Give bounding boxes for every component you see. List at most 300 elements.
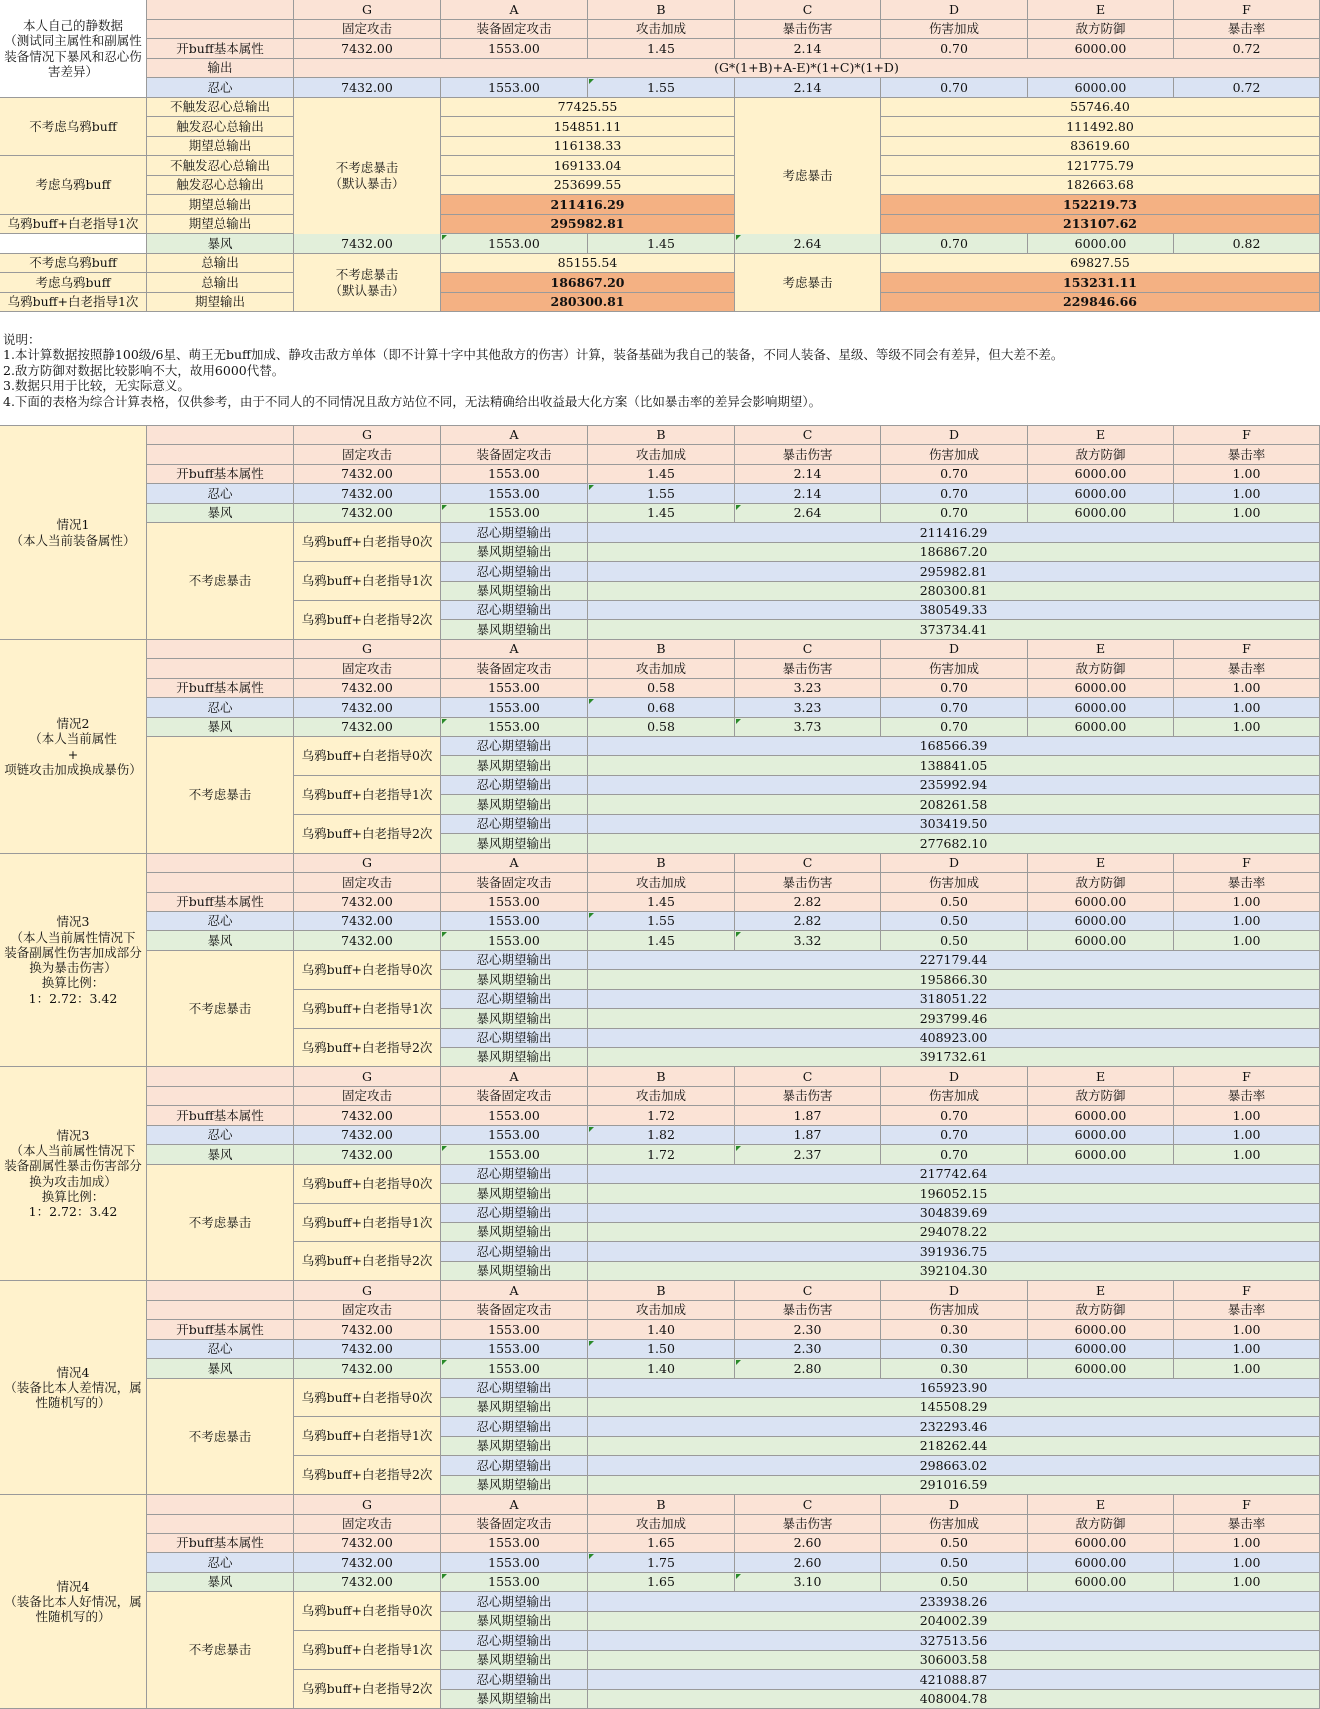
mode-label: 不考虑暴击 bbox=[147, 951, 294, 1067]
value-cell: 2.60 bbox=[735, 1553, 881, 1573]
column-header: 攻击加成 bbox=[588, 1515, 735, 1534]
formula-marker-icon bbox=[589, 79, 594, 84]
value-cell: 6000.00 bbox=[1028, 39, 1174, 59]
value-cell: 6000.00 bbox=[1028, 234, 1174, 254]
column-letter: F bbox=[1174, 1281, 1320, 1301]
value-cell: 0.50 bbox=[881, 1534, 1028, 1553]
value-cell: 1.00 bbox=[1174, 931, 1320, 951]
buff-group-label: 乌鸦buff+白老指导1次 bbox=[294, 1631, 441, 1670]
formula-marker-icon bbox=[589, 1127, 594, 1132]
column-header: 攻击加成 bbox=[588, 445, 735, 465]
value-cell: 1.40 bbox=[588, 1359, 735, 1379]
value-cell: 7432.00 bbox=[294, 465, 441, 484]
row-label: 暴风 bbox=[147, 718, 294, 737]
empty-cell bbox=[147, 659, 294, 679]
output-value: 373734.41 bbox=[588, 620, 1320, 640]
row-label: 触发忍心总输出 bbox=[147, 176, 294, 195]
value-cell: 6000.00 bbox=[1028, 1145, 1174, 1165]
output-value: 69827.55 bbox=[881, 254, 1320, 273]
value-cell: 1.45 bbox=[588, 504, 735, 523]
value-cell: 1.00 bbox=[1174, 1534, 1320, 1553]
output-value: 233938.26 bbox=[588, 1592, 1320, 1612]
formula-marker-icon bbox=[736, 719, 741, 724]
value-cell: 1.82 bbox=[588, 1126, 735, 1145]
output-value: 392104.30 bbox=[588, 1262, 1320, 1281]
empty-cell bbox=[0, 234, 147, 254]
column-header: 装备固定攻击 bbox=[441, 1515, 588, 1534]
value-cell: 6000.00 bbox=[1028, 1553, 1174, 1573]
output-value: 298663.02 bbox=[588, 1456, 1320, 1476]
value-cell: 1553.00 bbox=[441, 893, 588, 912]
column-letter: A bbox=[441, 0, 588, 20]
column-letter: D bbox=[881, 1281, 1028, 1301]
output-value: 280300.81 bbox=[441, 293, 735, 312]
output-value: 303419.50 bbox=[588, 815, 1320, 834]
output-value: 165923.90 bbox=[588, 1379, 1320, 1398]
column-letter: G bbox=[294, 0, 441, 20]
group-label: 不考虑乌鸦buff bbox=[0, 98, 147, 156]
column-header: 暴击伤害 bbox=[735, 445, 881, 465]
value-cell: 1.45 bbox=[588, 465, 735, 484]
value-cell: 1.87 bbox=[735, 1106, 881, 1126]
output-value: 55746.40 bbox=[881, 98, 1320, 117]
column-letter: B bbox=[588, 1495, 735, 1515]
value-cell: 1553.00 bbox=[441, 1126, 588, 1145]
value-cell: 3.73 bbox=[735, 718, 881, 737]
output-label: 忍心期望输出 bbox=[441, 523, 588, 543]
scenario-title: 情况4 （装备比本人好情况，属 性随机写的） bbox=[0, 1495, 147, 1709]
value-cell: 1.00 bbox=[1174, 679, 1320, 698]
output-value: 391732.61 bbox=[588, 1048, 1320, 1067]
row-label: 不触发忍心总输出 bbox=[147, 98, 294, 117]
formula-marker-icon bbox=[589, 1341, 594, 1346]
row-label: 暴风 bbox=[147, 1573, 294, 1592]
formula-marker-icon bbox=[442, 235, 447, 240]
row-label: 暴风 bbox=[147, 1359, 294, 1379]
column-letter: B bbox=[588, 426, 735, 445]
output-value: 169133.04 bbox=[441, 156, 735, 176]
value-cell: 6000.00 bbox=[1028, 78, 1174, 98]
value-cell: 0.70 bbox=[881, 1145, 1028, 1165]
empty-cell bbox=[147, 1301, 294, 1320]
note-line: 3.数据只用于比较，无实际意义。 bbox=[3, 378, 190, 393]
empty-cell bbox=[147, 1087, 294, 1106]
output-value: 218262.44 bbox=[588, 1437, 1320, 1456]
value-cell: 7432.00 bbox=[294, 1573, 441, 1592]
output-value: 229846.66 bbox=[881, 293, 1320, 312]
output-value: 391936.75 bbox=[588, 1242, 1320, 1262]
column-letter: C bbox=[735, 1281, 881, 1301]
note-line: 4.下面的表格为综合计算表格，仅供参考，由于不同人的不同情况且敌方站位不同，无法精确给出收益最大化方案（比如暴击率的差异会影响期望）。 bbox=[3, 394, 822, 409]
empty-cell bbox=[147, 0, 294, 20]
output-value: 211416.29 bbox=[441, 195, 735, 215]
value-cell: 1.75 bbox=[588, 1553, 735, 1573]
value-cell: 0.72 bbox=[1174, 39, 1320, 59]
value-cell: 7432.00 bbox=[294, 679, 441, 698]
output-label: 暴风期望输出 bbox=[441, 1009, 588, 1029]
output-value: 83619.60 bbox=[881, 137, 1320, 156]
row-label-baofeng: 暴风 bbox=[147, 234, 294, 254]
output-value: 213107.62 bbox=[881, 215, 1320, 234]
buff-group-label: 乌鸦buff+白老指导1次 bbox=[294, 990, 441, 1029]
row-label: 不触发忍心总输出 bbox=[147, 156, 294, 176]
value-cell: 1.00 bbox=[1174, 504, 1320, 523]
output-value: 408004.78 bbox=[588, 1690, 1320, 1709]
output-label: 暴风期望输出 bbox=[441, 1651, 588, 1670]
output-value: 277682.10 bbox=[588, 834, 1320, 854]
column-header: 敌方防御 bbox=[1028, 20, 1174, 39]
mode-label: 不考虑暴击 （默认暴击） bbox=[294, 254, 441, 312]
column-letter: A bbox=[441, 640, 588, 659]
value-cell: 1.72 bbox=[588, 1106, 735, 1126]
column-header: 暴击伤害 bbox=[735, 1301, 881, 1320]
buff-group-label: 乌鸦buff+白老指导1次 bbox=[294, 776, 441, 815]
note-line: 说明： bbox=[3, 332, 41, 347]
output-label: 暴风期望输出 bbox=[441, 582, 588, 601]
formula-marker-icon bbox=[442, 719, 447, 724]
column-letter: E bbox=[1028, 640, 1174, 659]
output-label: 暴风期望输出 bbox=[441, 756, 588, 776]
column-letter: A bbox=[441, 1495, 588, 1515]
output-value: 195866.30 bbox=[588, 970, 1320, 990]
output-label: 暴风期望输出 bbox=[441, 620, 588, 640]
column-header: 固定攻击 bbox=[294, 20, 441, 39]
value-cell: 7432.00 bbox=[294, 1534, 441, 1553]
value-cell: 2.37 bbox=[735, 1145, 881, 1165]
buff-group-label: 乌鸦buff+白老指导0次 bbox=[294, 1379, 441, 1417]
row-label: 总输出 bbox=[147, 254, 294, 273]
value-cell: 2.14 bbox=[735, 484, 881, 504]
formula-marker-icon bbox=[736, 932, 741, 937]
value-cell: 1.55 bbox=[588, 912, 735, 931]
value-cell: 1553.00 bbox=[441, 679, 588, 698]
value-cell: 2.60 bbox=[735, 1534, 881, 1553]
column-letter: E bbox=[1028, 0, 1174, 20]
value-cell: 0.72 bbox=[1174, 78, 1320, 98]
column-letter: A bbox=[441, 1067, 588, 1087]
column-header: 暴击率 bbox=[1174, 873, 1320, 893]
value-cell: 1.45 bbox=[588, 893, 735, 912]
column-header: 敌方防御 bbox=[1028, 445, 1174, 465]
value-cell: 3.10 bbox=[735, 1573, 881, 1592]
mode-label: 不考虑暴击 bbox=[147, 523, 294, 640]
column-header: 暴击率 bbox=[1174, 20, 1320, 39]
value-cell: 0.70 bbox=[881, 39, 1028, 59]
column-letter: B bbox=[588, 1067, 735, 1087]
column-header: 固定攻击 bbox=[294, 1301, 441, 1320]
output-value: 186867.20 bbox=[588, 543, 1320, 562]
value-cell: 2.14 bbox=[735, 39, 881, 59]
value-cell: 2.30 bbox=[735, 1340, 881, 1359]
value-cell: 3.23 bbox=[735, 679, 881, 698]
value-cell: 2.82 bbox=[735, 893, 881, 912]
row-label: 忍心 bbox=[147, 1340, 294, 1359]
empty-cell bbox=[147, 1281, 294, 1301]
column-letter: E bbox=[1028, 854, 1174, 873]
empty-cell bbox=[147, 1495, 294, 1515]
group-label: 不考虑乌鸦buff bbox=[0, 254, 147, 273]
column-header: 暴击伤害 bbox=[735, 873, 881, 893]
column-header: 伤害加成 bbox=[881, 445, 1028, 465]
value-cell: 1553.00 bbox=[441, 931, 588, 951]
value-cell: 0.68 bbox=[588, 698, 735, 718]
formula-marker-icon bbox=[736, 235, 741, 240]
mode-label: 不考虑暴击 bbox=[147, 1592, 294, 1709]
formula-marker-icon bbox=[442, 1574, 447, 1579]
value-cell: 1553.00 bbox=[441, 504, 588, 523]
output-value: 182663.68 bbox=[881, 176, 1320, 195]
row-label: 忍心 bbox=[147, 698, 294, 718]
column-header: 敌方防御 bbox=[1028, 1301, 1174, 1320]
row-label: 期望总输出 bbox=[147, 195, 294, 215]
value-cell: 6000.00 bbox=[1028, 1573, 1174, 1592]
value-cell: 0.30 bbox=[881, 1359, 1028, 1379]
column-header: 固定攻击 bbox=[294, 873, 441, 893]
row-label: 触发忍心总输出 bbox=[147, 117, 294, 137]
empty-cell bbox=[147, 445, 294, 465]
value-cell: 7432.00 bbox=[294, 504, 441, 523]
value-cell: 7432.00 bbox=[294, 78, 441, 98]
value-cell: 7432.00 bbox=[294, 1359, 441, 1379]
value-cell: 1.00 bbox=[1174, 484, 1320, 504]
column-letter: D bbox=[881, 0, 1028, 20]
value-cell: 1553.00 bbox=[441, 1320, 588, 1340]
column-header: 暴击率 bbox=[1174, 659, 1320, 679]
value-cell: 1.00 bbox=[1174, 1145, 1320, 1165]
output-value: 294078.22 bbox=[588, 1223, 1320, 1242]
output-value: 196052.15 bbox=[588, 1184, 1320, 1204]
output-label: 暴风期望输出 bbox=[441, 834, 588, 854]
column-letter: B bbox=[588, 640, 735, 659]
column-header: 固定攻击 bbox=[294, 445, 441, 465]
group-label: 乌鸦buff+白老指导1次 bbox=[0, 215, 147, 234]
output-label: 暴风期望输出 bbox=[441, 1690, 588, 1709]
value-cell: 0.58 bbox=[588, 679, 735, 698]
value-cell: 1553.00 bbox=[441, 698, 588, 718]
column-header: 暴击率 bbox=[1174, 1515, 1320, 1534]
output-label: 忍心期望输出 bbox=[441, 951, 588, 970]
buff-group-label: 乌鸦buff+白老指导0次 bbox=[294, 737, 441, 776]
value-cell: 0.82 bbox=[1174, 234, 1320, 254]
output-label: 暴风期望输出 bbox=[441, 543, 588, 562]
value-cell: 7432.00 bbox=[294, 1145, 441, 1165]
value-cell: 1.65 bbox=[588, 1573, 735, 1592]
mode-label: 考虑暴击 bbox=[735, 254, 881, 312]
formula-marker-icon bbox=[442, 505, 447, 510]
column-header: 暴击率 bbox=[1174, 445, 1320, 465]
value-cell: 0.30 bbox=[881, 1320, 1028, 1340]
output-value: 380549.33 bbox=[588, 601, 1320, 620]
value-cell: 1.87 bbox=[735, 1126, 881, 1145]
column-header: 暴击伤害 bbox=[735, 20, 881, 39]
value-cell: 1.72 bbox=[588, 1145, 735, 1165]
value-cell: 1553.00 bbox=[441, 39, 588, 59]
row-label: 期望总输出 bbox=[147, 215, 294, 234]
output-label: 暴风期望输出 bbox=[441, 1612, 588, 1631]
output-value: 208261.58 bbox=[588, 795, 1320, 815]
column-header: 攻击加成 bbox=[588, 20, 735, 39]
value-cell: 3.32 bbox=[735, 931, 881, 951]
output-label: 忍心期望输出 bbox=[441, 815, 588, 834]
value-cell: 1553.00 bbox=[441, 465, 588, 484]
row-label-output: 输出 bbox=[147, 59, 294, 78]
row-label: 忍心 bbox=[147, 484, 294, 504]
column-letter: F bbox=[1174, 640, 1320, 659]
column-letter: G bbox=[294, 1281, 441, 1301]
value-cell: 1553.00 bbox=[441, 1145, 588, 1165]
column-header: 伤害加成 bbox=[881, 1301, 1028, 1320]
output-value: 235992.94 bbox=[588, 776, 1320, 795]
value-cell: 6000.00 bbox=[1028, 1359, 1174, 1379]
column-letter: A bbox=[441, 426, 588, 445]
value-cell: 6000.00 bbox=[1028, 1126, 1174, 1145]
value-cell: 1553.00 bbox=[441, 1534, 588, 1553]
value-cell: 7432.00 bbox=[294, 1126, 441, 1145]
buff-group-label: 乌鸦buff+白老指导0次 bbox=[294, 523, 441, 562]
output-value: 232293.46 bbox=[588, 1417, 1320, 1437]
buff-group-label: 乌鸦buff+白老指导0次 bbox=[294, 951, 441, 990]
output-value: 168566.39 bbox=[588, 737, 1320, 756]
column-header: 伤害加成 bbox=[881, 659, 1028, 679]
column-header: 装备固定攻击 bbox=[441, 20, 588, 39]
value-cell: 1.00 bbox=[1174, 1126, 1320, 1145]
column-letter: D bbox=[881, 854, 1028, 873]
value-cell: 1553.00 bbox=[441, 1106, 588, 1126]
value-cell: 2.14 bbox=[735, 78, 881, 98]
value-cell: 7432.00 bbox=[294, 893, 441, 912]
value-cell: 7432.00 bbox=[294, 718, 441, 737]
column-header: 攻击加成 bbox=[588, 1087, 735, 1106]
column-letter: D bbox=[881, 1067, 1028, 1087]
column-header: 攻击加成 bbox=[588, 659, 735, 679]
value-cell: 0.70 bbox=[881, 234, 1028, 254]
value-cell: 1.50 bbox=[588, 1340, 735, 1359]
value-cell: 7432.00 bbox=[294, 39, 441, 59]
value-cell: 0.30 bbox=[881, 1340, 1028, 1359]
scenario-title: 情况2 （本人当前属性 + 项链攻击加成换成暴伤） bbox=[0, 640, 147, 854]
value-cell: 1.00 bbox=[1174, 1553, 1320, 1573]
value-cell: 7432.00 bbox=[294, 1320, 441, 1340]
value-cell: 1553.00 bbox=[441, 1553, 588, 1573]
output-value: 111492.80 bbox=[881, 117, 1320, 137]
value-cell: 7432.00 bbox=[294, 234, 441, 254]
scenario-title: 情况1 （本人当前装备属性） bbox=[0, 426, 147, 640]
column-header: 装备固定攻击 bbox=[441, 659, 588, 679]
output-value: 186867.20 bbox=[441, 273, 735, 293]
column-letter: B bbox=[588, 854, 735, 873]
output-value: 116138.33 bbox=[441, 137, 735, 156]
note-line: 2.敌方防御对数据比较影响不大，故用6000代替。 bbox=[3, 363, 285, 378]
empty-cell bbox=[147, 873, 294, 893]
output-value: 318051.22 bbox=[588, 990, 1320, 1009]
formula-marker-icon bbox=[736, 1146, 741, 1151]
formula-marker-icon bbox=[442, 1146, 447, 1151]
column-header: 敌方防御 bbox=[1028, 1515, 1174, 1534]
output-label: 暴风期望输出 bbox=[441, 1398, 588, 1417]
column-letter: F bbox=[1174, 854, 1320, 873]
value-cell: 0.50 bbox=[881, 1553, 1028, 1573]
output-label: 暴风期望输出 bbox=[441, 1262, 588, 1281]
formula-marker-icon bbox=[442, 932, 447, 937]
column-letter: B bbox=[588, 1281, 735, 1301]
output-label: 忍心期望输出 bbox=[441, 562, 588, 582]
output-label: 暴风期望输出 bbox=[441, 1476, 588, 1495]
output-value: 327513.56 bbox=[588, 1631, 1320, 1651]
output-value: 145508.29 bbox=[588, 1398, 1320, 1417]
output-label: 忍心期望输出 bbox=[441, 1417, 588, 1437]
row-label: 开buff基本属性 bbox=[147, 679, 294, 698]
output-value: 138841.05 bbox=[588, 756, 1320, 776]
value-cell: 1.00 bbox=[1174, 1573, 1320, 1592]
output-label: 暴风期望输出 bbox=[441, 1437, 588, 1456]
buff-group-label: 乌鸦buff+白老指导2次 bbox=[294, 1242, 441, 1281]
column-letter: F bbox=[1174, 1495, 1320, 1515]
output-label: 忍心期望输出 bbox=[441, 1631, 588, 1651]
top-title: 本人自己的静数据 （测试同主属性和副属性 装备情况下暴风和忍心伤 害差异） bbox=[0, 0, 147, 98]
column-letter: C bbox=[735, 1067, 881, 1087]
value-cell: 3.23 bbox=[735, 698, 881, 718]
column-letter: G bbox=[294, 640, 441, 659]
buff-group-label: 乌鸦buff+白老指导2次 bbox=[294, 601, 441, 640]
value-cell: 7432.00 bbox=[294, 1106, 441, 1126]
column-letter: D bbox=[881, 640, 1028, 659]
column-header: 攻击加成 bbox=[588, 873, 735, 893]
value-cell: 1.00 bbox=[1174, 698, 1320, 718]
column-header: 敌方防御 bbox=[1028, 1087, 1174, 1106]
output-value: 152219.73 bbox=[881, 195, 1320, 215]
value-cell: 6000.00 bbox=[1028, 893, 1174, 912]
group-label: 考虑乌鸦buff bbox=[0, 273, 147, 293]
value-cell: 0.70 bbox=[881, 698, 1028, 718]
column-letter: G bbox=[294, 854, 441, 873]
output-label: 忍心期望输出 bbox=[441, 1592, 588, 1612]
buff-group-label: 乌鸦buff+白老指导1次 bbox=[294, 562, 441, 601]
mode-label: 不考虑暴击 bbox=[147, 737, 294, 854]
row-label: 暴风 bbox=[147, 931, 294, 951]
value-cell: 7432.00 bbox=[294, 1340, 441, 1359]
formula-marker-icon bbox=[736, 1360, 741, 1365]
value-cell: 6000.00 bbox=[1028, 504, 1174, 523]
output-value: 154851.11 bbox=[441, 117, 735, 137]
row-label: 忍心 bbox=[147, 1126, 294, 1145]
value-cell: 2.64 bbox=[735, 234, 881, 254]
buff-group-label: 乌鸦buff+白老指导2次 bbox=[294, 815, 441, 854]
row-label-renxin: 忍心 bbox=[147, 78, 294, 98]
column-header: 伤害加成 bbox=[881, 1087, 1028, 1106]
group-label: 考虑乌鸦buff bbox=[0, 156, 147, 215]
value-cell: 1553.00 bbox=[441, 912, 588, 931]
value-cell: 7432.00 bbox=[294, 1553, 441, 1573]
value-cell: 1553.00 bbox=[441, 718, 588, 737]
column-header: 攻击加成 bbox=[588, 1301, 735, 1320]
note-line: 1.本计算数据按照静100级/6星、萌王无buff加成、静攻击敌方单体（即不计算十字中其他敌方的伤害）计算，装备基础为我自己的装备，不同人装备、星级、等级不同会有差异，但大差不差。 bbox=[3, 347, 1064, 362]
value-cell: 6000.00 bbox=[1028, 1320, 1174, 1340]
output-value: 291016.59 bbox=[588, 1476, 1320, 1495]
value-cell: 6000.00 bbox=[1028, 465, 1174, 484]
group-label: 乌鸦buff+白老指导1次 bbox=[0, 293, 147, 312]
value-cell: 1.00 bbox=[1174, 465, 1320, 484]
output-value: 121775.79 bbox=[881, 156, 1320, 176]
column-letter: F bbox=[1174, 0, 1320, 20]
mode-label: 不考虑暴击 bbox=[147, 1379, 294, 1495]
column-letter: G bbox=[294, 1495, 441, 1515]
column-letter: B bbox=[588, 0, 735, 20]
output-label: 忍心期望输出 bbox=[441, 990, 588, 1009]
output-value: 304839.69 bbox=[588, 1204, 1320, 1223]
value-cell: 2.80 bbox=[735, 1359, 881, 1379]
value-cell: 6000.00 bbox=[1028, 931, 1174, 951]
output-value: 295982.81 bbox=[588, 562, 1320, 582]
